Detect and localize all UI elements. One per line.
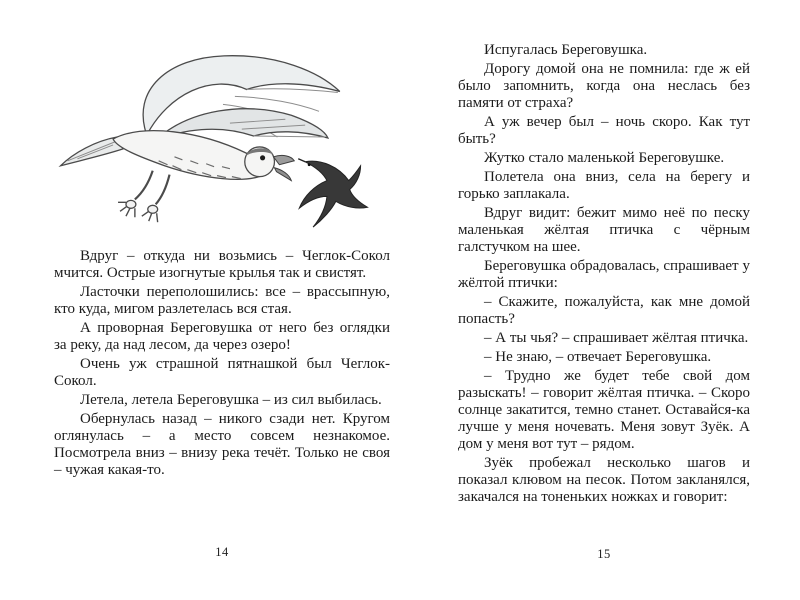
paragraph: А уж вечер был – ночь скоро. Как тут быть? (458, 114, 750, 147)
falcon-chasing-swallow-illustration (54, 40, 390, 238)
page-left-text (54, 248, 390, 479)
paragraph: Вдруг – откуда ни возьмись – Чеглок-Сокол мчится. Острые изогнутые крылья так и свистят. (54, 248, 390, 281)
page-right (458, 42, 750, 562)
paragraph: Зуёк пробежал несколько шагов и показал клювом на песок. Потом закланялся, закачался на тоненьких ножках и говорит: (458, 455, 750, 505)
swallow-beak (298, 159, 305, 162)
paragraph: – Трудно же будет тебе свой дом разыскать! – говорит жёлтая птичка. – Скоро солнце закатится, темно станет. Оставайся-ка лучше у меня ночевать. Меня зовут Зуёк. А дом у меня вот тут – рядом. (458, 368, 750, 452)
paragraph: Вдруг видит: бежит мимо неё по песку маленькая жёлтая птичка с чёрным галстучком на шее. (458, 205, 750, 255)
page-left (54, 40, 390, 560)
page-number-right: 15 (597, 547, 611, 561)
page-right-text (458, 42, 750, 506)
falcon-eye (260, 155, 265, 160)
paragraph: Полетела она вниз, села на берегу и горько заплакала. (458, 169, 750, 202)
paragraph: – Не знаю, – отвечает Береговушка. (484, 349, 712, 365)
page-number-left: 14 (215, 545, 229, 559)
paragraph: Испугалась Береговушка. (484, 42, 648, 58)
paragraph: Летела, летела Береговушка – из сил выбилась. (80, 392, 382, 408)
falcon-beak (273, 155, 294, 164)
paragraph: Береговушка обрадовалась, спрашивает у жёлтой птички: (458, 258, 750, 291)
swallow-eye (308, 163, 311, 166)
paragraph: Очень уж страшной пятнашкой был Чеглок-Сокол. (54, 356, 390, 389)
paragraph: – А ты чья? – спрашивает жёлтая птичка. (484, 330, 749, 346)
paragraph: Обернулась назад – никого сзади нет. Кругом оглянулась – а место совсем незнакомое. Посмотрела вниз – внизу река течёт. Только не своя – чужая какая-то. (54, 411, 390, 478)
falcon-drawing (61, 56, 340, 222)
paragraph: Дорогу домой она не помнила: где ж ей было запомнить, когда она неслась без памяти от страха? (458, 61, 750, 111)
paragraph: А проворная Береговушка от него без оглядки за реку, да над лесом, да через озеро! (54, 320, 390, 353)
paragraph: – Скажите, пожалуйста, как мне домой попасть? (458, 294, 750, 327)
swallow-drawing (298, 159, 367, 227)
paragraph: Жутко стало маленькой Береговушке. (484, 150, 725, 166)
illustration-svg (54, 40, 390, 238)
paragraph: Ласточки переполошились: все – врассыпную, кто куда, мигом разлетелась вся стая. (54, 284, 390, 317)
